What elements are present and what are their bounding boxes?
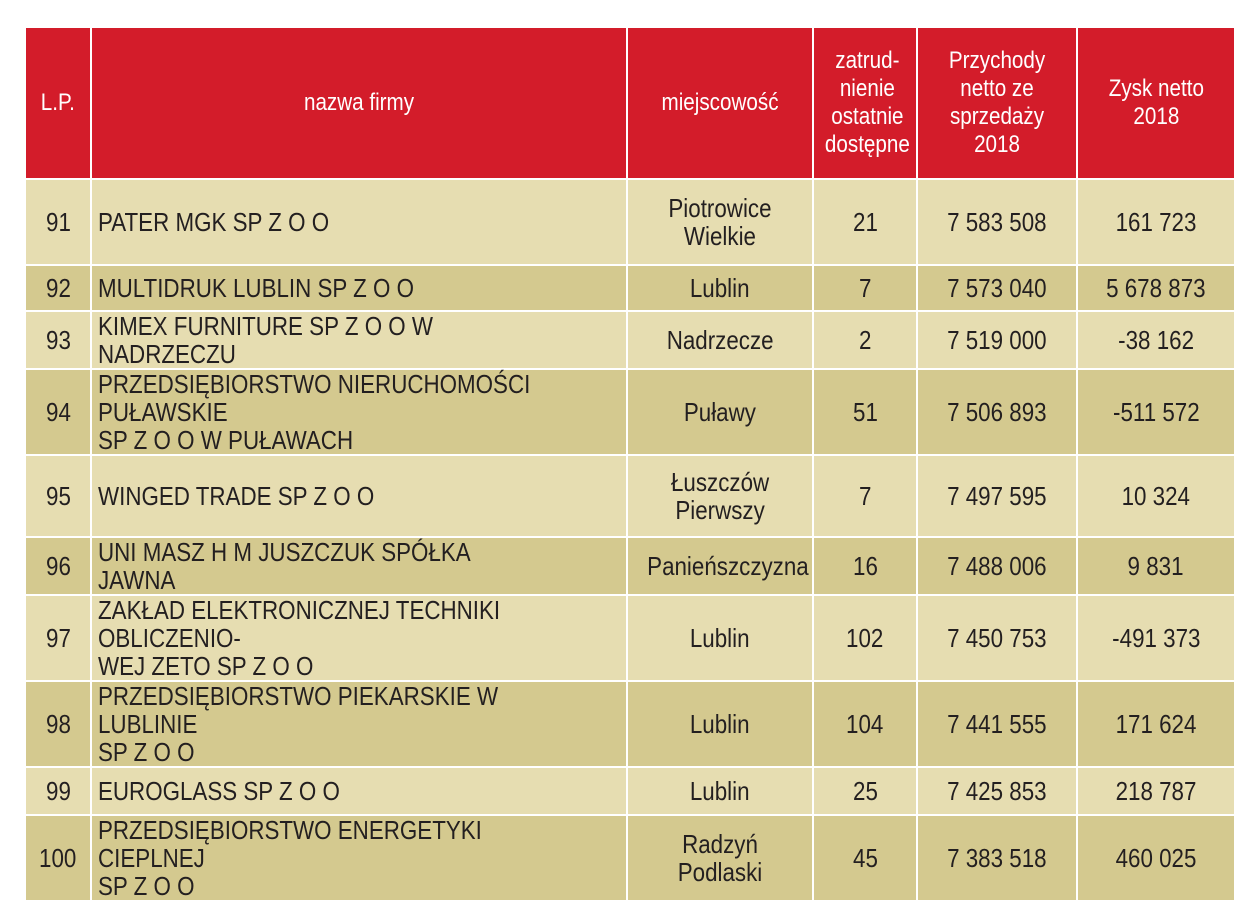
table-row bbox=[25, 767, 1235, 815]
row-profit: 218 787 bbox=[1077, 767, 1235, 815]
row-employees: 102 bbox=[813, 595, 917, 681]
row-company-name: MULTIDRUK LUBLIN SP Z O O bbox=[91, 265, 627, 311]
row-city: Panieńszczyzna bbox=[627, 537, 813, 595]
row-company-name: EUROGLASS SP Z O O bbox=[91, 767, 627, 815]
row-lp: 97 bbox=[25, 595, 91, 681]
row-revenue: 7 450 753 bbox=[917, 595, 1077, 681]
table-row bbox=[25, 595, 1235, 681]
row-profit: 161 723 bbox=[1077, 179, 1235, 265]
row-revenue: 7 425 853 bbox=[917, 767, 1077, 815]
row-city: Lublin bbox=[627, 595, 813, 681]
row-revenue: 7 441 555 bbox=[917, 681, 1077, 767]
table-header-row bbox=[25, 27, 1235, 179]
table-row bbox=[25, 265, 1235, 311]
row-profit: 9 831 bbox=[1077, 537, 1235, 595]
row-profit: 5 678 873 bbox=[1077, 265, 1235, 311]
row-employees: 45 bbox=[813, 815, 917, 901]
row-revenue: 7 383 518 bbox=[917, 815, 1077, 901]
row-revenue: 7 573 040 bbox=[917, 265, 1077, 311]
row-revenue: 7 583 508 bbox=[917, 179, 1077, 265]
column-header-city: miejscowość bbox=[627, 27, 813, 179]
row-company-name: PRZEDSIĘBIORSTWO PIEKARSKIE W LUBLINIE SP Z O O bbox=[91, 681, 627, 767]
table-row bbox=[25, 311, 1235, 369]
table-row bbox=[25, 369, 1235, 455]
row-company-name: PRZEDSIĘBIORSTWO ENERGETYKI CIEPLNEJ SP Z O O bbox=[91, 815, 627, 901]
row-employees: 104 bbox=[813, 681, 917, 767]
row-employees: 21 bbox=[813, 179, 917, 265]
row-revenue: 7 488 006 bbox=[917, 537, 1077, 595]
row-profit: -491 373 bbox=[1077, 595, 1235, 681]
row-revenue: 7 497 595 bbox=[917, 455, 1077, 537]
column-header-company-name: nazwa firmy bbox=[91, 27, 627, 179]
row-city: Puławy bbox=[627, 369, 813, 455]
table-row bbox=[25, 455, 1235, 537]
row-lp: 100 bbox=[25, 815, 91, 901]
row-company-name: KIMEX FURNITURE SP Z O O W NADRZECZU bbox=[91, 311, 627, 369]
row-employees: 25 bbox=[813, 767, 917, 815]
row-lp: 91 bbox=[25, 179, 91, 265]
table-row bbox=[25, 681, 1235, 767]
row-company-name: PATER MGK SP Z O O bbox=[91, 179, 627, 265]
row-lp: 96 bbox=[25, 537, 91, 595]
row-profit: 171 624 bbox=[1077, 681, 1235, 767]
row-employees: 2 bbox=[813, 311, 917, 369]
row-city: Lublin bbox=[627, 681, 813, 767]
row-company-name: PRZEDSIĘBIORSTWO NIERUCHOMOŚCI PUŁAWSKIE SP Z O O W PUŁAWACH bbox=[91, 369, 627, 455]
row-city: Lublin bbox=[627, 767, 813, 815]
row-lp: 98 bbox=[25, 681, 91, 767]
row-lp: 99 bbox=[25, 767, 91, 815]
table-row bbox=[25, 537, 1235, 595]
row-employees: 7 bbox=[813, 455, 917, 537]
row-city: Piotrowice Wielkie bbox=[627, 179, 813, 265]
row-profit: 10 324 bbox=[1077, 455, 1235, 537]
row-city: Nadrzecze bbox=[627, 311, 813, 369]
row-company-name: ZAKŁAD ELEKTRONICZNEJ TECHNIKI OBLICZENIO- WEJ ZETO SP Z O O bbox=[91, 595, 627, 681]
row-employees: 51 bbox=[813, 369, 917, 455]
row-revenue: 7 506 893 bbox=[917, 369, 1077, 455]
ranking-table-container bbox=[24, 26, 1234, 902]
row-company-name: UNI MASZ H M JUSZCZUK SPÓŁKA JAWNA bbox=[91, 537, 627, 595]
row-lp: 93 bbox=[25, 311, 91, 369]
table-row bbox=[25, 179, 1235, 265]
row-city: Łuszczów Pierwszy bbox=[627, 455, 813, 537]
table-row bbox=[25, 815, 1235, 901]
row-lp: 94 bbox=[25, 369, 91, 455]
row-profit: -38 162 bbox=[1077, 311, 1235, 369]
column-header-lp: L.P. bbox=[25, 27, 91, 179]
row-city: Radzyń Podlaski bbox=[627, 815, 813, 901]
row-profit: 460 025 bbox=[1077, 815, 1235, 901]
ranking-table bbox=[24, 26, 1236, 902]
row-company-name: WINGED TRADE SP Z O O bbox=[91, 455, 627, 537]
row-lp: 92 bbox=[25, 265, 91, 311]
column-header-net-profit: Zysk netto 2018 bbox=[1077, 27, 1235, 179]
row-revenue: 7 519 000 bbox=[917, 311, 1077, 369]
column-header-employment: zatrud- nienie ostatnie dostępne bbox=[813, 27, 917, 179]
row-employees: 16 bbox=[813, 537, 917, 595]
table-body bbox=[25, 179, 1235, 901]
row-profit: -511 572 bbox=[1077, 369, 1235, 455]
column-header-revenue: Przychody netto ze sprzedaży 2018 bbox=[917, 27, 1077, 179]
row-lp: 95 bbox=[25, 455, 91, 537]
row-employees: 7 bbox=[813, 265, 917, 311]
row-city: Lublin bbox=[627, 265, 813, 311]
